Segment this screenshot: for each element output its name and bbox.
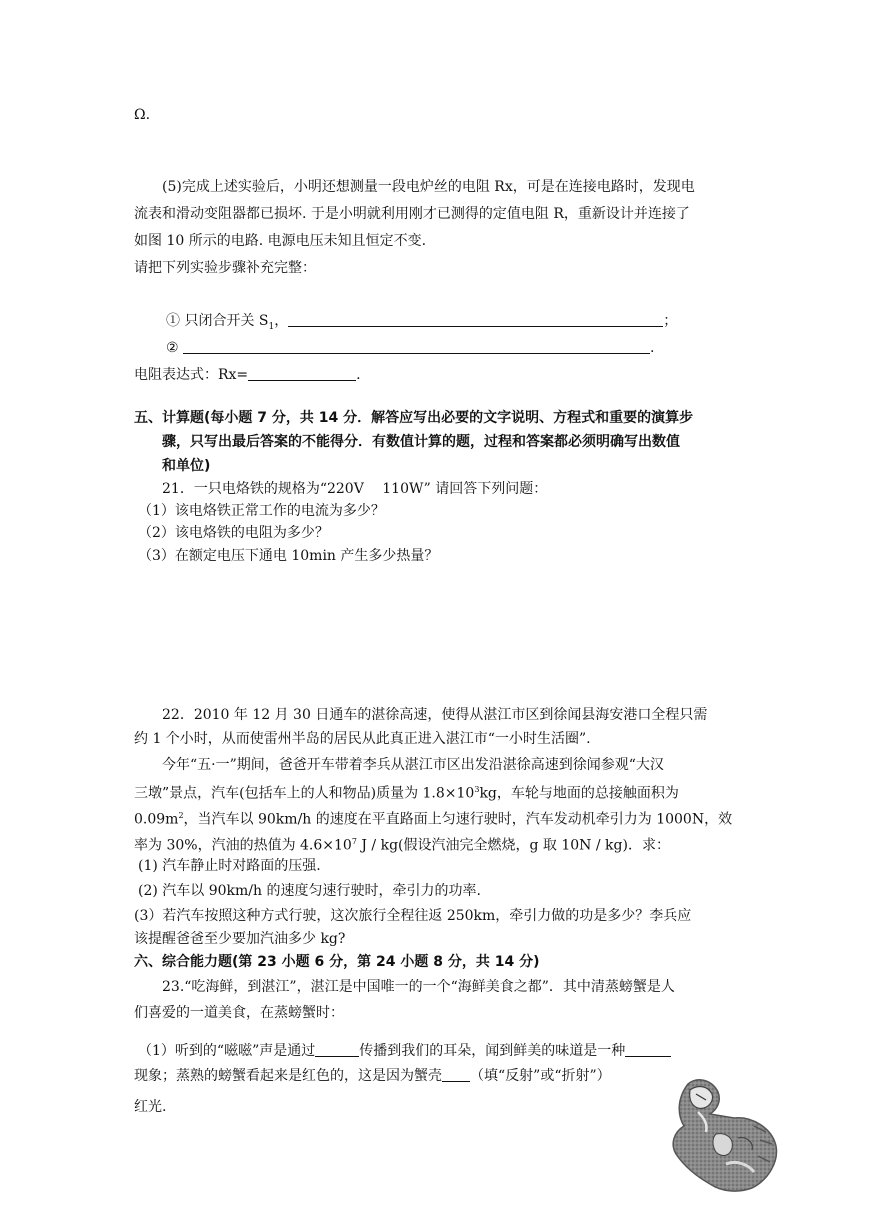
step-1-blank[interactable] bbox=[288, 312, 663, 327]
question-21-part-2: （2）该电烙铁的电阻为多少？ bbox=[138, 525, 329, 541]
part5-text-1: (5)完成上述实验后，小明还想测量一段电炉丝的电阻 Rx，可是在连接电路时，发现电 bbox=[162, 179, 695, 195]
section-6-heading: 六、综合能力题(第 23 小题 6 分，第 24 小题 8 分，共 14 分) bbox=[134, 954, 540, 970]
question-21-part-3: （3）在额定电压下通电 10min 产生多少热量？ bbox=[138, 548, 439, 564]
expression-blank[interactable] bbox=[248, 366, 356, 381]
part5-text-3: 如图 10 所示的电路. 电源电压未知且恒定不变. bbox=[134, 233, 427, 249]
question-23-part-1-line-3: 红光. bbox=[134, 1099, 167, 1115]
question-22-part-3a: (3）若汽车按照这种方式行驶，这次旅行全程往返 250km，牵引力做的功是多少？李兵应 bbox=[134, 908, 692, 924]
question-23-line-2: 们喜爱的一道美食，在蒸螃蟹时： bbox=[134, 1005, 344, 1021]
part5-text-4: 请把下列实验步骤补充完整： bbox=[134, 260, 316, 276]
ohm-unit: Ω. bbox=[134, 107, 151, 123]
choice-hint: （填“反射”或“折射”） bbox=[470, 1068, 611, 1084]
question-21: 21．一只电烙铁的规格为“220V 110W” 请回答下列问题： bbox=[162, 481, 548, 497]
question-21-part-1: （1）该电烙铁正常工作的电流为多少？ bbox=[138, 503, 385, 519]
step-1-label: ① 只闭合开关 S bbox=[166, 313, 269, 329]
reflect-refract-blank[interactable] bbox=[442, 1067, 470, 1082]
step-2-end: . bbox=[650, 340, 655, 356]
step-1-end: ； bbox=[663, 313, 678, 329]
expression-end: . bbox=[356, 367, 361, 383]
question-23-line-1: 23.“吃海鲜，到湛江”，湛江是中国唯一的一个“海鲜美食之都”．其中清蒸螃蟹是人 bbox=[162, 979, 675, 995]
question-22-line-1: 22．2010 年 12 月 30 日通车的湛徐高速，使得从湛江市区到徐闻县海安港口全程只需 bbox=[162, 707, 708, 723]
crab-shell-sketch bbox=[668, 1076, 780, 1194]
mass-exponent: 3 bbox=[474, 785, 480, 794]
sound-text: （1）听到的“嗞嗞”声是通过 bbox=[138, 1043, 316, 1059]
section-5-heading-2: 骤，只写出最后答案的不能得分．有数值计算的题，过程和答案都必须明确写出数值 bbox=[162, 434, 680, 450]
smell-phenomenon-blank[interactable] bbox=[625, 1042, 671, 1057]
question-22-line-4 bbox=[134, 779, 679, 805]
heat-value-text: 率为 30%，汽油的热值为 4.6×10 bbox=[134, 837, 352, 854]
question-22-line-2: 约 1 个小时，从而使雷州半岛的居民从此真正进入湛江市“一小时生活圈”. bbox=[134, 731, 591, 747]
resistance-expression bbox=[134, 364, 361, 386]
area-text-end: ，当汽车以 90km/h 的速度在平直路面上匀速行驶时，汽车发动机牵引力为 1000N，效 bbox=[183, 811, 733, 828]
question-22-line-6 bbox=[134, 831, 670, 857]
question-22-line-3: 今年“五·一”期间，爸爸开车带着李兵从湛江市区出发沿湛徐高速到徐闻参观“大汉 bbox=[162, 757, 664, 773]
smell-text: 传播到我们的耳朵，闻到鲜美的味道是一种 bbox=[359, 1043, 626, 1059]
question-22-part-2: (2) 汽车以 90km/h 的速度匀速行驶时，牵引力的功率. bbox=[138, 883, 481, 899]
question-22-part-3b: 该提醒爸爸至少要加汽油多少 kg? bbox=[134, 931, 346, 947]
mass-text: 三墩”景点，汽车(包括车上的人和物品)质量为 1.8×10 bbox=[134, 785, 475, 802]
question-22-line-5 bbox=[134, 805, 732, 831]
sound-medium-blank[interactable] bbox=[315, 1042, 359, 1057]
section-5-heading-3: 和单位) bbox=[162, 458, 211, 474]
question-23-part-1-line-1 bbox=[138, 1040, 671, 1062]
color-text: 现象；蒸熟的螃蟹看起来是红色的，这是因为蟹壳 bbox=[134, 1068, 442, 1084]
step-1-comma: ， bbox=[274, 313, 289, 329]
step-2-label: ② bbox=[166, 340, 179, 356]
switch-subscript: 1 bbox=[268, 321, 275, 332]
area-exponent: 2 bbox=[178, 811, 184, 820]
expression-label: 电阻表达式：Rx= bbox=[134, 367, 249, 383]
step-2 bbox=[166, 337, 654, 359]
question-23-part-1-line-2 bbox=[134, 1065, 611, 1087]
heat-value-exponent: 7 bbox=[351, 837, 357, 846]
part5-text-2: 流表和滑动变阻器都已损坏. 于是小明就利用刚才已测得的定值电阻 R，重新设计并连接了 bbox=[134, 206, 690, 222]
area-text: 0.09m bbox=[134, 811, 179, 828]
step-2-blank[interactable] bbox=[183, 339, 650, 354]
mass-text-end: kg，车轮与地面的总接触面积为 bbox=[479, 785, 679, 802]
section-5-heading-1: 五、计算题(每小题 7 分，共 14 分．解答应写出必要的文字说明、方程式和重要的演算步 bbox=[134, 410, 694, 426]
question-22-part-1: (1) 汽车静止时对路面的压强. bbox=[138, 858, 321, 874]
heat-value-text-end: J / kg(假设汽油完全燃烧，g 取 10N / kg)．求： bbox=[356, 837, 670, 854]
step-1 bbox=[166, 310, 677, 338]
